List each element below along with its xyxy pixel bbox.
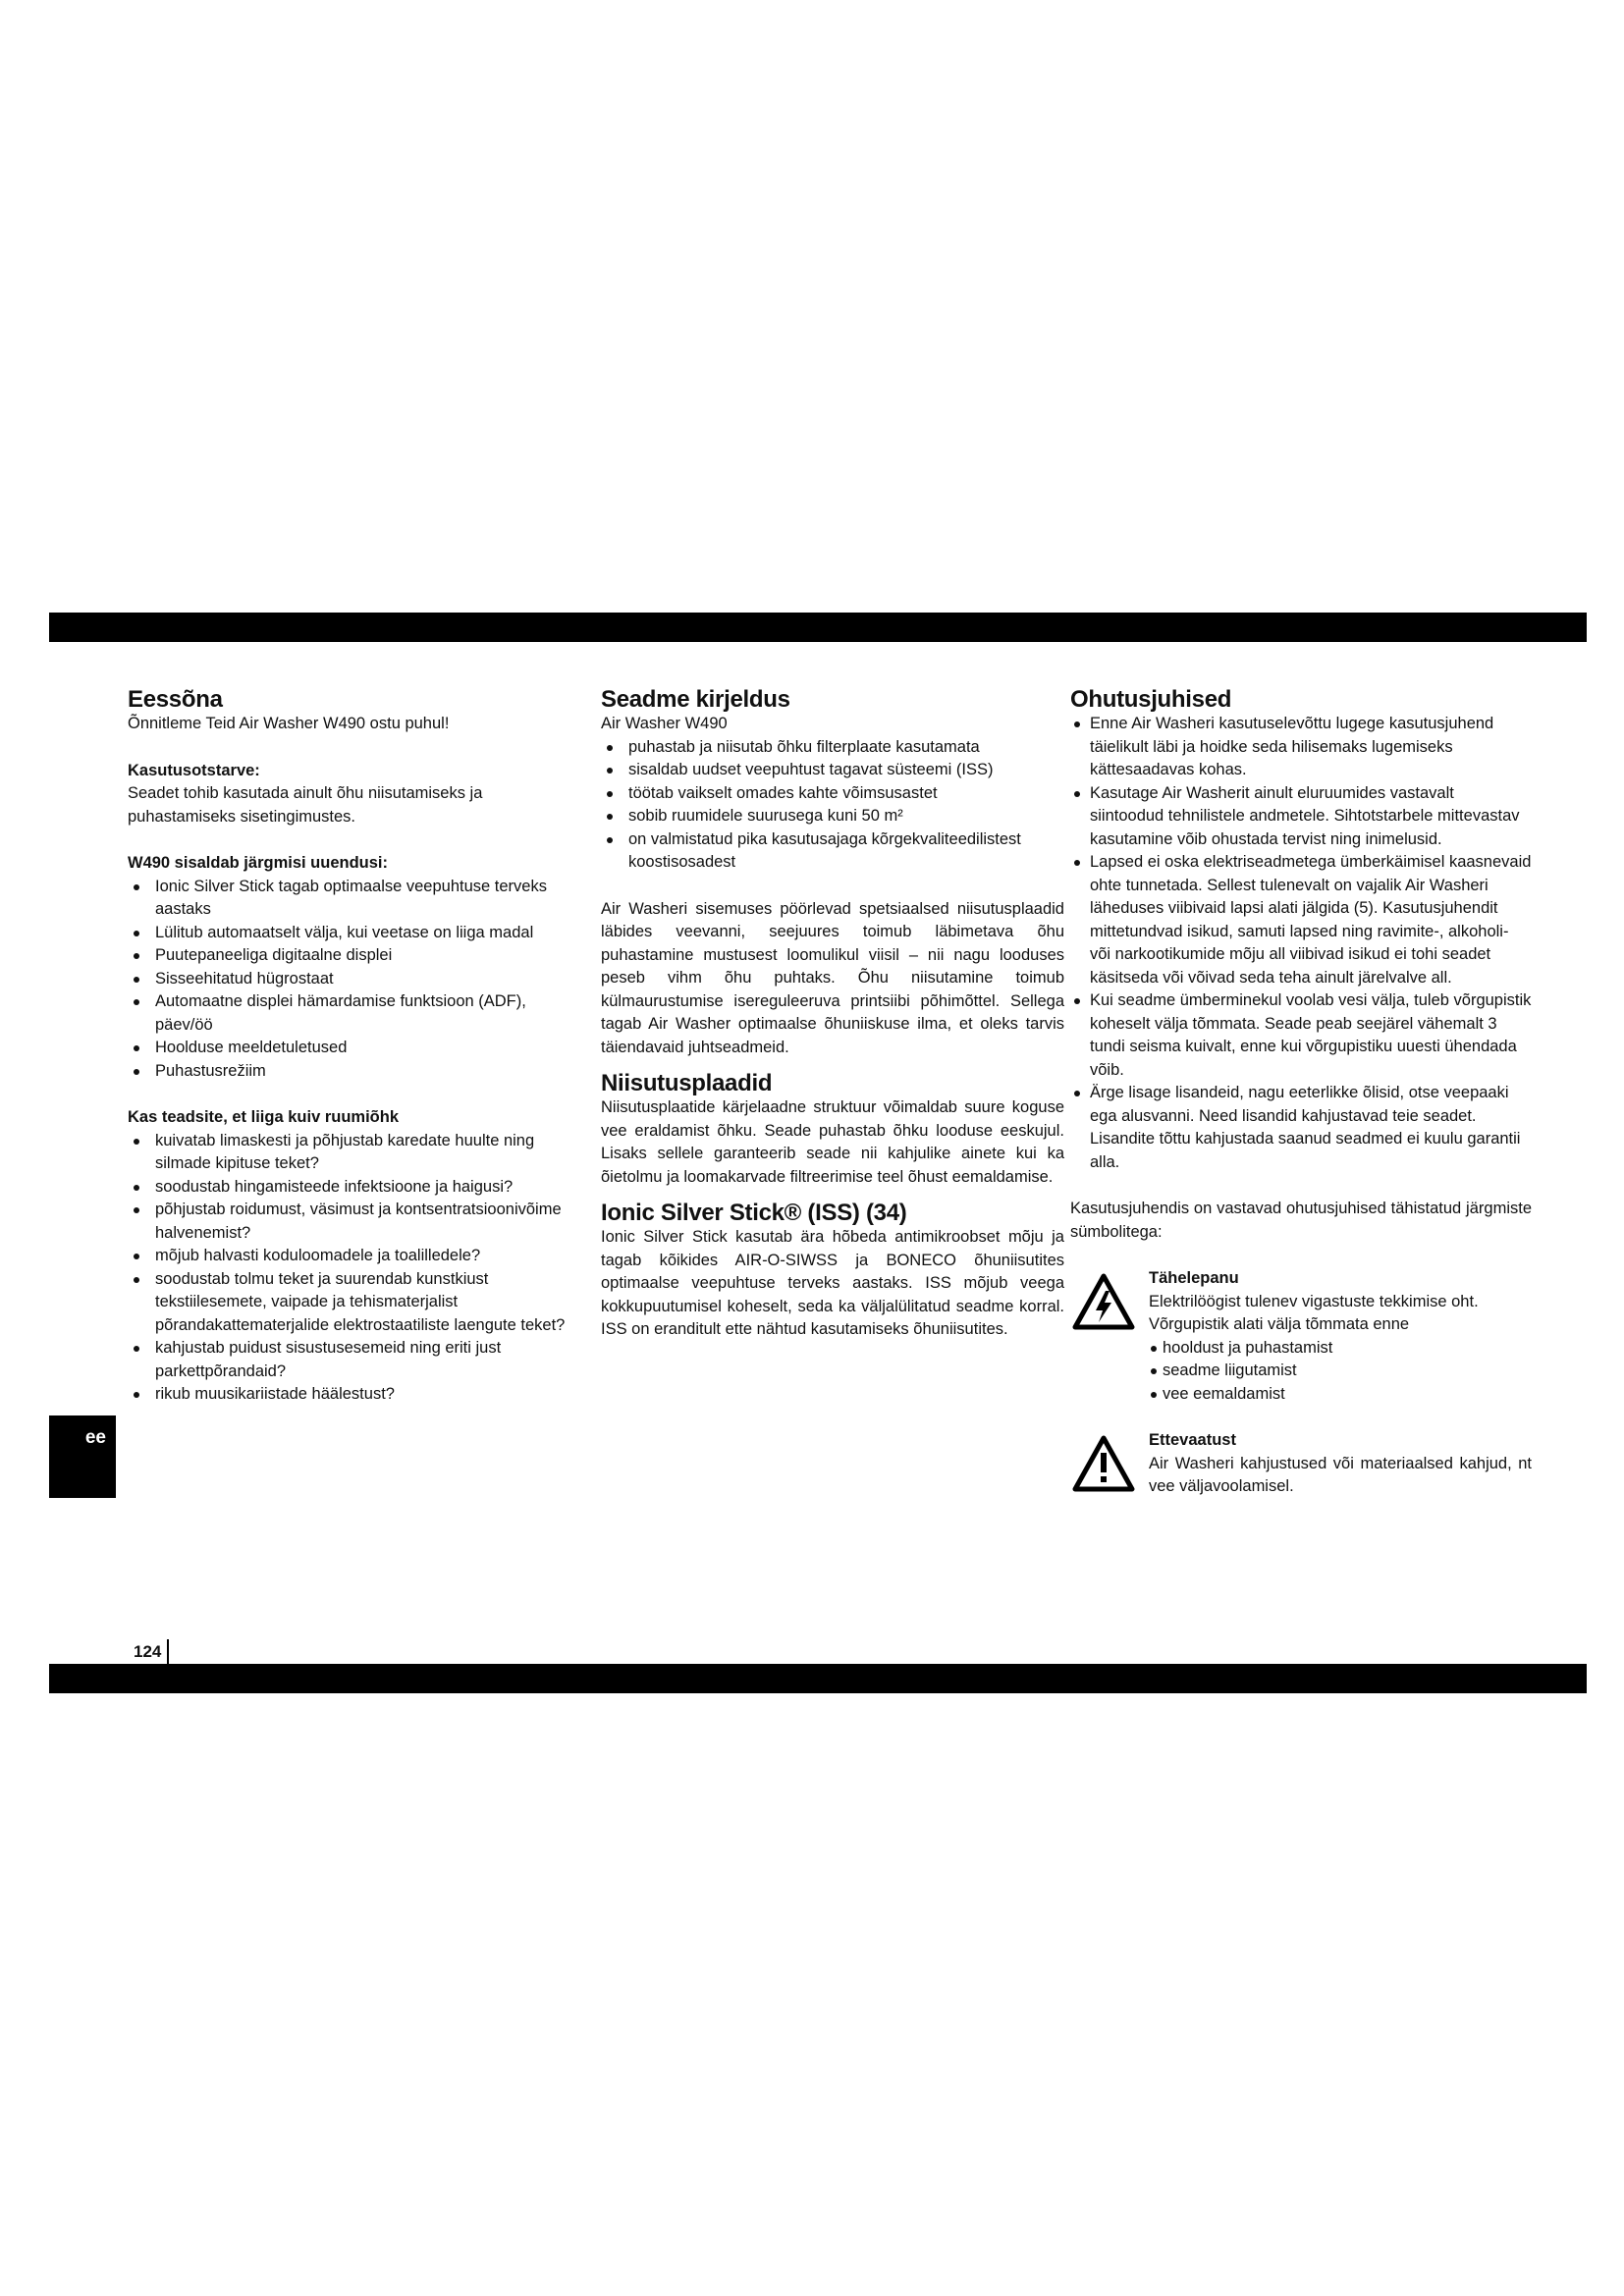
electric-hazard-icon — [1072, 1273, 1135, 1330]
list-item: Kasutage Air Washerit ainult eluruumides vastavalt siintoodud tehnilistele andmetele. Sihtotstarbele mittevastav kasutamine võib ohustada tervist ning inimelusid. — [1070, 782, 1532, 852]
list-item: Puutepaneeliga digitaalne displei — [128, 944, 566, 968]
list-item: seadme liigutamist — [1149, 1360, 1532, 1383]
list-item: on valmistatud pika kasutusajaga kõrgekvaliteedilistest koostisosadest — [601, 828, 1064, 875]
language-code: ee — [84, 1427, 106, 1448]
list-item: Ärge lisage lisandeid, nagu eeterlikke õlisid, otse veepaaki ega alusvanni. Need lisandid kahjustavad teie seadet. Lisandite tõttu kahjustada saanud seadmed ei kuulu garantii alla. — [1070, 1082, 1532, 1174]
new-features-list — [128, 876, 566, 1084]
list-item: Enne Air Washeri kasutuselevõttu lugege kasutusjuhend täielikult läbi ja hoidke seda hilisemaks lugemiseks kättesaadavas kohas. — [1070, 713, 1532, 782]
preface-heading: Eessõna — [128, 686, 223, 713]
list-item: Ionic Silver Stick tagab optimaalse veepuhtuse terveks aastaks — [128, 876, 566, 922]
list-item: rikub muusikariistade häälestust? — [128, 1383, 566, 1407]
list-item: Puhastusrežiim — [128, 1060, 566, 1084]
list-item: põhjustab roidumust, väsimust ja kontsentratsioonivõime halvenemist? — [128, 1199, 566, 1245]
list-item: vee eemaldamist — [1149, 1383, 1532, 1407]
iss-heading: Ionic Silver Stick® (ISS) (34) — [601, 1200, 907, 1226]
dry-air-heading: Kas teadsite, et liiga kuiv ruumiõhk — [128, 1108, 399, 1126]
caution-icon — [1072, 1435, 1135, 1492]
symbols-intro: Kasutusjuhendis on vastavad ohutusjuhised tähistatud järgmiste sümbolitega: — [1070, 1200, 1532, 1241]
column-safety — [1070, 687, 1532, 1499]
description-paragraph: Air Washeri sisemuses pöörlevad spetsiaalsed niisutusplaadid läbides veevanni, seejuures toimub läbimetava õhu puhastamine mustusest loomulikul viisil – nii nagu looduses peseb vihm õhu puhtaks. Õhu niisutamine toimub külmaurustumise isereguleeruva printsiibi põhimõttel. Sellega tagab Air Washer optimaalse õhuniiskuse ilma, et oleks tarvis täiendavaid juhtseadmeid. — [601, 899, 1064, 1056]
column-description — [601, 687, 1064, 1342]
usage-heading: Kasutusotstarve: — [128, 761, 260, 779]
warning-caution-text: Air Washeri kahjustused või materiaalsed kahjud, nt vee väljavoolamisel. — [1149, 1454, 1532, 1495]
warning-electric-list — [1149, 1337, 1532, 1407]
list-item: töötab vaikselt omades kahte võimsusastet — [601, 782, 1064, 806]
language-tab — [49, 1415, 116, 1498]
warning-electric-text: Elektrilöögist tulenev vigastuste tekkimise oht. Võrgupistik alati välja tõmmata enne — [1149, 1292, 1479, 1333]
list-item: Automaatne displei hämardamise funktsioon (ADF), päev/öö — [128, 990, 566, 1037]
list-item: soodustab hingamisteede infektsioone ja haigusi? — [128, 1176, 566, 1200]
plates-text: Niisutusplaatide kärjelaadne struktuur võimaldab suure koguse vee eraldamist õhku. Seade puhastab õhku looduse eeskujul. Lisaks sellele garanteerib seade nii kahjulike ainete kui ka õietolmu ja loomakarvade filtreerimise teel õhust eemaldamise. — [601, 1098, 1064, 1186]
warning-caution-title: Ettevaatust — [1149, 1431, 1236, 1449]
bottom-bar — [49, 1664, 1587, 1693]
model-name: Air Washer W490 — [601, 715, 728, 732]
description-list — [601, 736, 1064, 875]
list-item: Lülitub automaatselt välja, kui veetase on liiga madal — [128, 922, 566, 945]
list-item: mõjub halvasti koduloomadele ja toalilledele? — [128, 1245, 566, 1268]
list-item: hooldust ja puhastamist — [1149, 1337, 1532, 1361]
page-number: 124 — [128, 1639, 169, 1665]
warning-electric-title: Tähelepanu — [1149, 1269, 1239, 1287]
iss-text: Ionic Silver Stick kasutab ära hõbeda antimikroobset mõju ja tagab kõikides AIR-O-SIWSS ja BONECO õhuniisutites optimaalse veepuhtuse terveks aastaks. ISS mõjub veega kokkupuutumisel koheselt, seda ka väljalülitatud seadme korral. ISS on eranditult ette nähtud kasutamiseks õhuniisutites. — [601, 1228, 1064, 1338]
list-item: Kui seadme ümberminekul voolab vesi välja, tuleb võrgupistik koheselt välja tõmmata. Seade peab seejärel vähemalt 3 tundi seisma kuivalt, enne kui võrgupistiku uuesti ühendada võib. — [1070, 989, 1532, 1082]
warning-electric — [1070, 1267, 1532, 1406]
list-item: kahjustab puidust sisustusesemeid ning eriti just parkettpõrandaid? — [128, 1337, 566, 1383]
list-item: Sisseehitatud hügrostaat — [128, 968, 566, 991]
preface-intro: Õnnitleme Teid Air Washer W490 ostu puhul! — [128, 715, 450, 732]
safety-list — [1070, 713, 1532, 1174]
top-bar — [49, 613, 1587, 642]
safety-heading: Ohutusjuhised — [1070, 686, 1232, 713]
warning-caution — [1070, 1429, 1532, 1499]
plates-heading: Niisutusplaadid — [601, 1070, 773, 1096]
new-features-heading: W490 sisaldab järgmisi uuendusi: — [128, 854, 388, 872]
usage-text: Seadet tohib kasutada ainult õhu niisutamiseks ja puhastamiseks sisetingimustes. — [128, 784, 483, 826]
list-item: sisaldab uudset veepuhtust tagavat süsteemi (ISS) — [601, 759, 1064, 782]
list-item: kuivatab limaskesti ja põhjustab karedate huulte ning silmade kipituse teket? — [128, 1130, 566, 1176]
description-heading: Seadme kirjeldus — [601, 686, 790, 713]
list-item: Hoolduse meeldetuletused — [128, 1037, 566, 1060]
column-preface — [128, 687, 566, 1407]
list-item: soodustab tolmu teket ja suurendab kunstkiust tekstiilesemete, vaipade ja tehismaterjalist põrandakattematerjalide elektrostaatiliste laengute teket? — [128, 1268, 566, 1338]
list-item: sobib ruumidele suurusega kuni 50 m² — [601, 805, 1064, 828]
dry-air-list — [128, 1130, 566, 1407]
list-item: puhastab ja niisutab õhku filterplaate kasutamata — [601, 736, 1064, 760]
list-item: Lapsed ei oska elektriseadmetega ümberkäimisel kaasnevaid ohte tunnetada. Sellest tulenevalt on vajalik Air Washeri läheduses viibivaid lapsi alati jälgida (5). Kasutusjuhendit mittetundvad isikud, samuti lapsed ning ravimite-, alkoholi- või narkootikumide mõju all viibivad isikud ei tohi seadet käsitseda või võivad seda teha ainult järelvalve all. — [1070, 851, 1532, 989]
